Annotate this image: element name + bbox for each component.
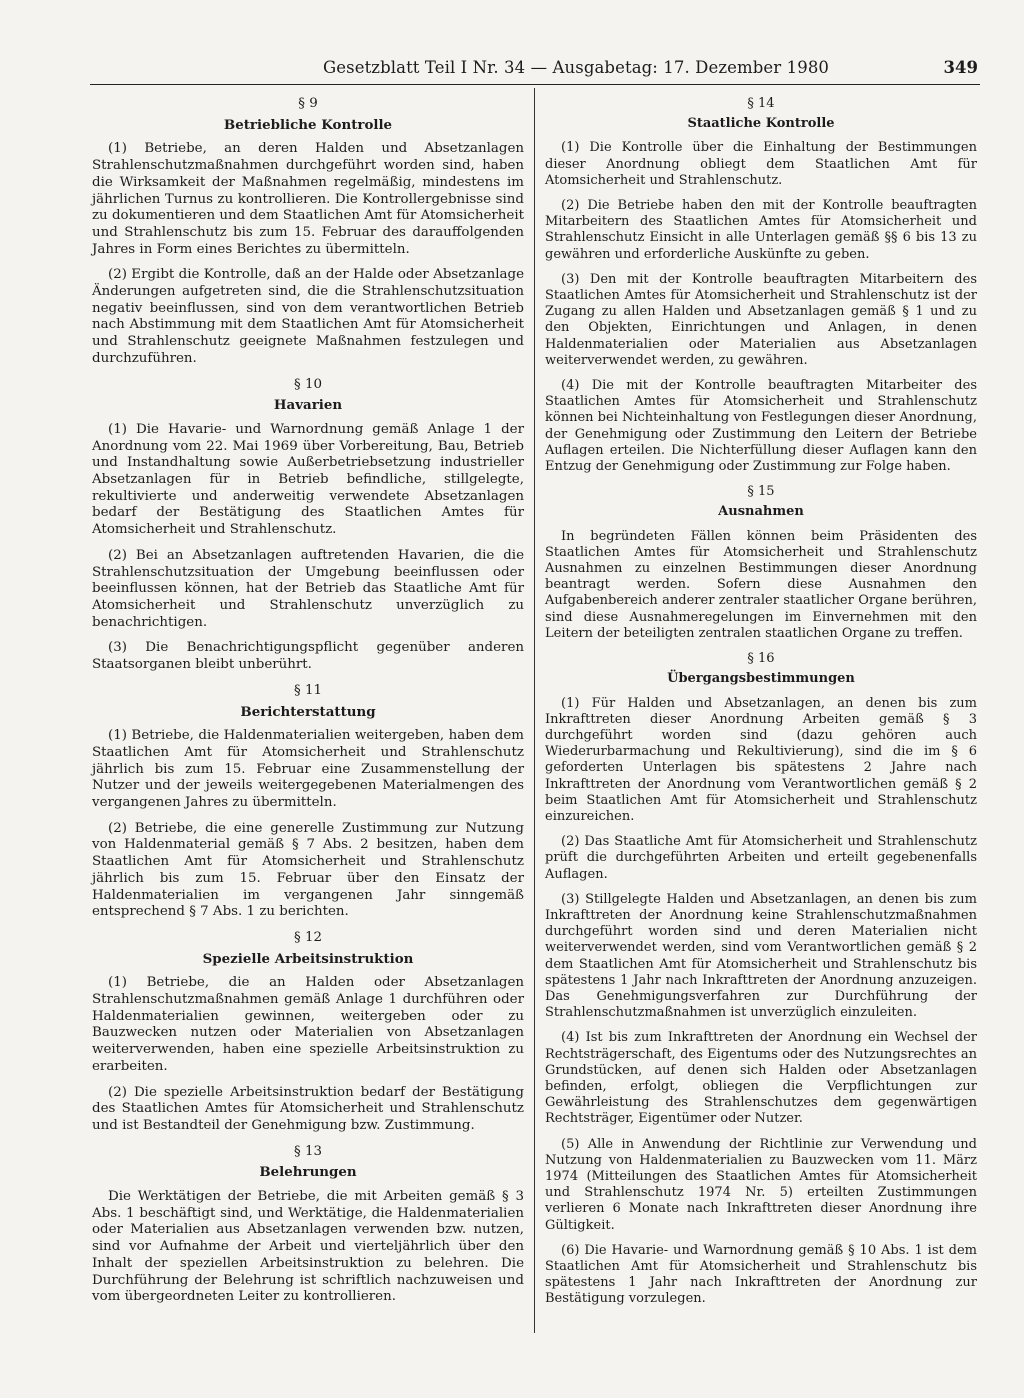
left-column (92, 96, 524, 1315)
paragraph: (2) Betriebe, die eine generelle Zustimmung zur Nutzung von Haldenmaterial gemäß § 7 Abs. 2 besitzen, haben dem Staatlichen Amt für Atomsicherheit und Strahlenschutz jährlich bis zum 15. Februar über den Einsatz der Haldenmaterialien im vergangenen Jahr sinngemäß entsprechend § 7 Abs. 1 zu berichten. (92, 820, 524, 920)
section-title: Belehrungen (259, 1164, 357, 1181)
paragraph: (1) Betriebe, an deren Halden und Absetzanlagen Strahlenschutzmaßnahmen durchgeführt worden sind, haben die Wirksamkeit der Maßnahmen regelmäßig, mindestens im jährlichen Turnus zu kontrollieren. Die Kontrollergebnisse sind zu dokumentieren und dem Staatlichen Amt für Atomsicherheit und Strahlenschutz bis zum 15. Februar des darauffolgenden Jahres in Form eines Berichtes zu übermitteln. (92, 141, 524, 257)
paragraph: (5) Alle in Anwendung der Richtlinie zur Verwendung und Nutzung von Haldenmaterialien zu Bauzwecken vom 11. März 1974 (Mitteilungen des Staatlichen Amtes für Atomsicherheit und Strahlenschutz 1974 Nr. 5) erteilten Zustimmungen verlieren 6 Monate nach Inkrafttreten dieser Anordnung ihre Gültigkeit. (545, 1136, 977, 1233)
section-number: § 16 (747, 651, 775, 667)
page-number: 349 (943, 58, 978, 77)
paragraph: (4) Ist bis zum Inkrafttreten der Anordnung ein Wechsel der Rechtsträgerschaft, des Eigentums oder des Nutzungsrechtes an Grundstücken, auf denen sich Halden oder Absetzanlagen befinden, erfolgt, obliegen die Verpflichtungen zur Gewährleistung des Strahlenschutzes dem gegenwärtigen Rechtsträger, Eigentümer oder Nutzer. (545, 1030, 977, 1127)
paragraph: (4) Die mit der Kontrolle beauftragten Mitarbeiter des Staatlichen Amtes für Atomsicherheit und Strahlenschutz können bei Nichteinhaltung von Festlegungen dieser Anordnung, der Genehmigung oder Zustimmung den Leitern der Betriebe Auflagen erteilen. Die Nichterfüllung dieser Auflagen kann den Entzug der Genehmigung oder Zustimmung zur Folge haben. (545, 378, 977, 475)
paragraph: (2) Bei an Absetzanlagen auftretenden Havarien, die die Strahlenschutzsituation der Umgebung beeinflussen oder beeinflussen können, hat der Betrieb das Staatliche Amt für Atomsicherheit und Strahlenschutz unverzüglich zu benachrichtigen. (92, 547, 524, 630)
paragraph: Die Werktätigen der Betriebe, die mit Arbeiten gemäß § 3 Abs. 1 beschäftigt sind, und Werktätige, die Haldenmaterialien oder Materialien aus Absetzanlagen verwenden bzw. nutzen, sind vor Aufnahme der Arbeit und vierteljährlich über den Inhalt der speziellen Arbeitsinstruktion zu belehren. Die Durchführung der Belehrung ist schriftlich nachzuweisen und vom übergeordneten Leiter zu kontrollieren. (92, 1189, 524, 1305)
section-14 (545, 96, 977, 475)
paragraph: (2) Die spezielle Arbeitsinstruktion bedarf der Bestätigung des Staatlichen Amtes für Atomsicherheit und Strahlenschutz und ist Bestandteil der Genehmigung bzw. Zustimmung. (92, 1084, 524, 1133)
section-9 (92, 96, 524, 368)
section-number: § 13 (294, 1143, 322, 1159)
paragraph: (3) Den mit der Kontrolle beauftragten Mitarbeitern des Staatlichen Amtes für Atomsicherheit und Strahlenschutz ist der Zugang zu allen Halden und Absetzanlagen gemäß § 1 und zu den Objekten, Einrichtungen und Anlagen, in denen Haldenmaterialien oder Materialien aus Absetzanlagen weiterverwendet werden, zu gewähren. (545, 271, 977, 368)
section-number: § 10 (294, 376, 322, 392)
section-number: § 15 (747, 484, 775, 500)
column-divider (534, 88, 535, 1333)
section-15 (545, 484, 977, 642)
section-16 (545, 651, 977, 1308)
section-title: Havarien (273, 397, 343, 414)
section-10 (92, 377, 524, 674)
header-rule (90, 84, 980, 85)
section-title: Übergangsbestimmungen (667, 671, 855, 687)
header-title: Gesetzblatt Teil I Nr. 34 — Ausgabetag: 17. Dezember 1980 (323, 58, 830, 77)
section-number: § 11 (294, 682, 322, 698)
section-title: Betriebliche Kontrolle (223, 116, 393, 133)
section-12 (92, 930, 524, 1135)
paragraph: (1) Die Kontrolle über die Einhaltung der Bestimmungen dieser Anordnung obliegt dem Staatlichen Amt für Atomsicherheit und Strahlenschutz. (545, 140, 977, 188)
paragraph: (2) Das Staatliche Amt für Atomsicherheit und Strahlenschutz prüft die durchgeführten Arbeiten und erteilt gegebenenfalls Auflagen. (545, 834, 977, 882)
section-number: § 9 (298, 96, 318, 111)
section-number: § 12 (294, 929, 322, 945)
section-11 (92, 683, 524, 921)
section-title: Spezielle Arbeitsinstruktion (202, 950, 414, 967)
section-title: Ausnahmen (718, 504, 804, 520)
right-column (545, 96, 977, 1317)
paragraph: In begründeten Fällen können beim Präsidenten des Staatlichen Amtes für Atomsicherheit und Strahlenschutz Ausnahmen zu einzelnen Bestimmungen dieser Anordnung beantragt werden. Sofern diese Ausnahmen den Aufgabenbereich anderer zentraler staatlicher Organe berühren, sind diese Ausnahmeregelungen im Einvernehmen mit den Leitern der beteiligten zentralen staatlichen Organe zu treffen. (545, 528, 977, 641)
paragraph: (3) Die Benachrichtigungspflicht gegenüber anderen Staatsorganen bleibt unberührt. (92, 640, 524, 673)
paragraph: (2) Die Betriebe haben den mit der Kontrolle beauftragten Mitarbeitern des Staatlichen Amtes für Atomsicherheit und Strahlenschutz Einsicht in alle Unterlagen gemäß §§ 6 bis 13 zu gewähren und erforderliche Auskünfte zu geben. (545, 198, 977, 262)
section-13 (92, 1144, 524, 1306)
paragraph: (1) Für Halden und Absetzanlagen, an denen bis zum Inkrafttreten dieser Anordnung Arbeiten gemäß § 3 durchgeführt worden sind (dazu gehören auch Wiederurbarmachung und Rekultivierung), sind die im § 6 geforderten Unterlagen bis spätestens 2 Jahre nach Inkrafttreten der Anordnung vom Verantwortlichen gemäß § 2 beim Staatlichen Amt für Atomsicherheit und Strahlenschutz einzureichen. (545, 695, 977, 824)
paragraph: (6) Die Havarie- und Warnordnung gemäß § 10 Abs. 1 ist dem Staatlichen Amt für Atomsicherheit und Strahlenschutz bis spätestens 1 Jahr nach Inkrafttreten der Anordnung zur Bestätigung vorzulegen. (545, 1242, 977, 1307)
paragraph: (1) Die Havarie- und Warnordnung gemäß Anlage 1 der Anordnung vom 22. Mai 1969 über Vorbereitung, Bau, Betrieb und Instandhaltung sowie Außerbetriebsetzung industrieller Absetzanlagen für in Betrieb befindliche, stillgelegte, rekultivierte und anderweitig verwendete Absetzanlagen bedarf der Bestätigung des Staatlichen Amtes für Atomsicherheit und Strahlenschutz. (92, 421, 524, 538)
section-title: Staatliche Kontrolle (687, 116, 835, 132)
paragraph: (2) Ergibt die Kontrolle, daß an der Halde oder Absetzanlage Änderungen aufgetreten sind, die die Strahlenschutzsituation negativ beeinflussen, sind von dem verantwortlichen Betrieb nach Abstimmung mit dem Staatlichen Amt für Atomsicherheit und Strahlenschutz geeignete Maßnahmen festzulegen und durchzuführen. (92, 267, 524, 366)
section-title: Berichterstattung (240, 703, 376, 720)
paragraph: (1) Betriebe, die an Halden oder Absetzanlagen Strahlenschutzmaßnahmen gemäß Anlage 1 durchführen oder Haldenmaterialien gewinnen, weitergeben oder zu Bauzwecken nutzen oder Materialien von Absetzanlagen weiterverwenden, haben eine spezielle Arbeitsinstruktion zu erarbeiten. (92, 975, 524, 1074)
section-number: § 14 (747, 96, 775, 111)
paragraph: (3) Stillgelegte Halden und Absetzanlagen, an denen bis zum Inkrafttreten der Anordnung keine Strahlenschutzmaßnahmen durchgeführt worden sind und deren Materialien nicht weiterverwendet werden, sind vom Verantwortlichen gemäß § 2 dem Staatlichen Amt für Atomsicherheit und Strahlenschutz bis spätestens 1 Jahr nach Inkrafttreten der Anordnung anzuzeigen. Das Genehmigungsverfahren zur Durchführung der Strahlenschutzmaßnahmen ist unverzüglich einzuleiten. (545, 891, 977, 1021)
paragraph: (1) Betriebe, die Haldenmaterialien weitergeben, haben dem Staatlichen Amt für Atomsicherheit und Strahlenschutz jährlich bis zum 15. Februar eine Zusammenstellung der Nutzer und der jeweils weitergegebenen Materialmengen des vergangenen Jahres zu übermitteln. (92, 728, 524, 811)
